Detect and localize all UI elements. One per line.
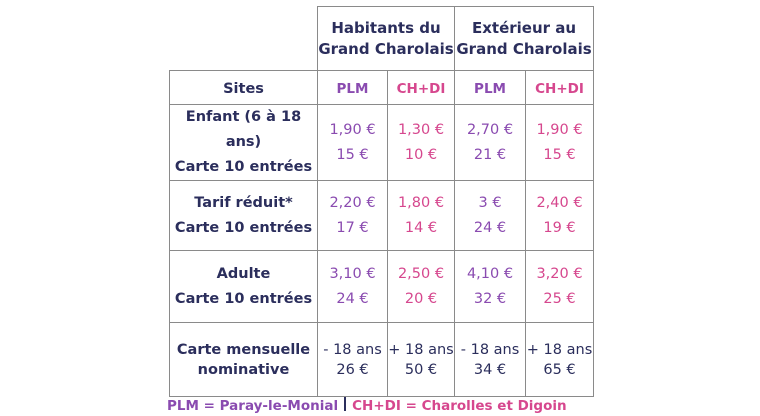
table-row [170,323,594,397]
price-value: 32 € [473,290,507,307]
row-label-line: nominative [197,361,290,378]
legend [167,397,567,415]
price-value: 19 € [543,219,576,236]
price-cell [526,181,594,251]
price-value: 3,20 € [536,265,583,282]
price-cell [318,251,388,323]
price-value: 17 € [336,219,369,236]
blank-corner [170,7,318,71]
row-label-line: Carte mensuelle [176,341,311,358]
price-value: 15 € [543,146,576,163]
price-cell [388,181,455,251]
price-value: 1,90 € [329,121,376,138]
row-label-line: Carte 10 entrées [174,159,313,175]
price-value: 50 € [404,361,438,378]
row-label-line: Enfant (6 à 18 ans) [185,109,302,150]
sub-header-label: PLM [336,81,369,97]
price-cell [455,105,526,181]
price-cell [455,181,526,251]
price-cell [526,105,594,181]
price-value: 34 € [473,361,507,378]
row-label [170,181,318,251]
tarifs-table [169,6,594,397]
price-value: 24 € [336,290,369,307]
price-value: 1,30 € [397,121,445,138]
age-label: + 18 ans [526,341,593,358]
row-label [170,323,318,397]
price-value: 15 € [336,146,369,163]
price-value: 2,70 € [466,121,514,138]
legend-plm: PLM = Paray-le-Monial [167,398,339,414]
price-value: 2,50 € [397,265,445,282]
group-label: Extérieur au Grand Charolais [456,18,592,58]
sub-header-label: CH+DI [535,81,584,97]
table-row [170,105,594,181]
price-cell [455,251,526,323]
price-value: 2,40 € [536,194,583,211]
price-value: 26 € [336,361,369,378]
table-row [170,251,594,323]
row-label [170,251,318,323]
sub-header-label: PLM [474,81,506,97]
price-value: 65 € [543,361,576,378]
age-label: + 18 ans [388,341,454,358]
price-cell [526,251,594,323]
price-cell [455,323,526,397]
sites-header [170,71,318,105]
price-cell [388,323,455,397]
price-value: 1,90 € [536,121,583,138]
sub-header-plm-1 [318,71,388,105]
sub-header-chdi-2 [526,71,594,105]
sub-header-label: CH+DI [396,81,446,97]
legend-chdi: CH+DI = Charolles et Digoin [352,398,567,414]
group-header-exterieur [455,7,594,71]
row-label-line: Tarif réduit* [194,194,293,211]
group-label: Habitants du Grand Charolais [318,18,454,58]
sites-header-label: Sites [223,81,264,97]
row-label-line: Adulte [216,265,271,282]
row-label [170,105,318,181]
price-cell [318,105,388,181]
price-cell [388,251,455,323]
price-value: 10 € [404,146,438,163]
price-value: 2,20 € [329,194,376,211]
row-label-line: Carte 10 entrées [174,290,313,307]
price-value: 14 € [404,219,438,236]
price-value: 24 € [473,219,507,236]
row-label-line: Carte 10 entrées [174,219,313,236]
price-value: 25 € [543,290,576,307]
price-value: 3 € [478,194,502,211]
legend-separator [344,397,346,411]
price-cell [388,105,455,181]
sub-header-chdi-1 [388,71,455,105]
age-label: - 18 ans [323,341,382,358]
price-value: 20 € [404,290,438,307]
price-value: 4,10 € [466,265,514,282]
price-cell [318,181,388,251]
sub-header-plm-2 [455,71,526,105]
price-cell [526,323,594,397]
price-value: 3,10 € [329,265,376,282]
price-value: 21 € [473,146,507,163]
table-row [170,181,594,251]
age-label: - 18 ans [460,341,520,358]
price-cell [318,323,388,397]
group-header-habitants [318,7,455,71]
price-value: 1,80 € [397,194,445,211]
